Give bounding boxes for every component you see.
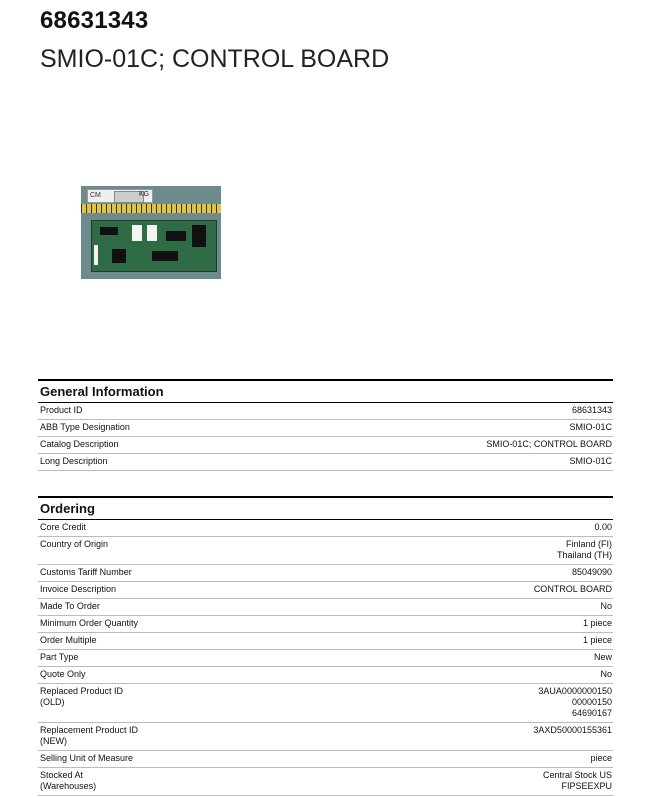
table-row (38, 667, 613, 684)
row-label: Order Multiple (40, 635, 97, 645)
table-row (38, 633, 613, 650)
circuit-board (91, 220, 217, 272)
row-value: 85049090 (571, 567, 612, 577)
table-row (38, 684, 613, 723)
scale-unit: KG (139, 191, 150, 198)
row-label: Replaced Product ID (OLD) (40, 686, 124, 707)
chip (112, 249, 126, 263)
general-information-heading: General Information (38, 379, 613, 403)
table-row (38, 437, 613, 454)
row-value: CONTROL BOARD (533, 584, 612, 594)
table-row (38, 520, 613, 537)
chip (166, 231, 186, 241)
chip (100, 227, 118, 235)
table-row (38, 723, 613, 751)
row-label: Long Description (40, 456, 108, 466)
row-value: 0.00 (594, 522, 612, 532)
chip (152, 251, 178, 261)
row-label: Part Type (40, 652, 79, 662)
row-value: SMIO-01C; CONTROL BOARD (486, 439, 612, 449)
row-value: 1 piece (582, 635, 612, 645)
row-value: No (600, 601, 612, 611)
product-id-heading: 68631343 (40, 7, 149, 34)
row-value: New (593, 652, 612, 662)
general-information-section (38, 379, 613, 471)
row-label: Invoice Description (40, 584, 117, 594)
table-row (38, 537, 613, 565)
product-title: SMIO-01C; CONTROL BOARD (40, 45, 390, 73)
product-photo (81, 186, 221, 279)
connector (94, 245, 98, 265)
table-row (38, 650, 613, 667)
row-label: Stocked At (Warehouses) (40, 770, 97, 791)
row-label: Replacement Product ID (NEW) (40, 725, 139, 746)
connector (147, 225, 157, 241)
row-label: ABB Type Designation (40, 422, 130, 432)
row-value: 3AUA0000000150 00000150 64690167 (538, 686, 612, 718)
row-label: Product ID (40, 405, 83, 415)
ordering-heading: Ordering (38, 496, 613, 520)
row-label: Quote Only (40, 669, 86, 679)
table-row (38, 565, 613, 582)
row-label: Customs Tariff Number (40, 567, 132, 577)
table-row (38, 599, 613, 616)
row-value: 1 piece (582, 618, 612, 628)
row-label: Core Credit (40, 522, 87, 532)
ruler (81, 204, 221, 213)
row-label: Selling Unit of Measure (40, 753, 134, 763)
row-value: piece (590, 753, 612, 763)
ordering-table (38, 520, 613, 796)
row-label: Catalog Description (40, 439, 119, 449)
row-label: Minimum Order Quantity (40, 618, 139, 628)
connector (132, 225, 142, 241)
table-row (38, 403, 613, 420)
table-row (38, 768, 613, 796)
general-information-table (38, 403, 613, 471)
ordering-section (38, 496, 613, 796)
table-row (38, 420, 613, 437)
row-value: Central Stock US FIPSEEXPU (542, 770, 612, 791)
row-value: 68631343 (571, 405, 612, 415)
row-value: SMIO-01C (569, 422, 612, 432)
row-value: Finland (FI) Thailand (TH) (556, 539, 612, 560)
table-row (38, 616, 613, 633)
row-label: Made To Order (40, 601, 100, 611)
table-row (38, 751, 613, 768)
chip (192, 225, 206, 247)
table-row (38, 582, 613, 599)
scale-label: CM (90, 192, 101, 199)
row-value: No (600, 669, 612, 679)
row-value: SMIO-01C (569, 456, 612, 466)
row-value: 3AXD50000155361 (533, 725, 612, 735)
table-row (38, 454, 613, 471)
row-label: Country of Origin (40, 539, 109, 549)
